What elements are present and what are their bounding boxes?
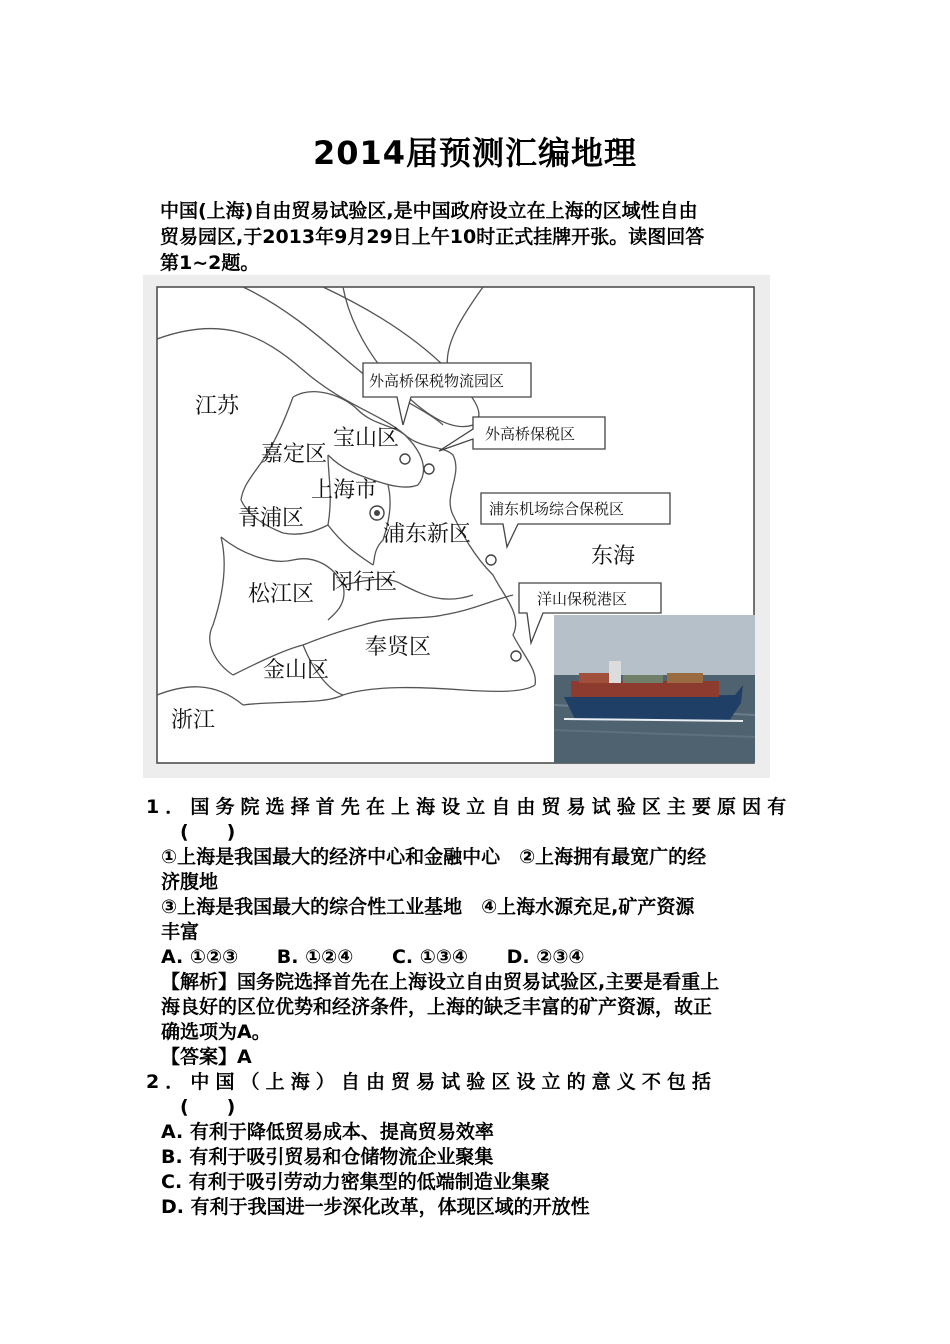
intro-line: 中国(上海)自由贸易试验区,是中国政府设立在上海的区域性自由 [160, 200, 698, 222]
container-ship-photo [554, 615, 755, 763]
q2-blank: ( ) [180, 1096, 236, 1118]
intro-line: 第1~2题。 [160, 252, 260, 274]
q1-blank: ( ) [180, 821, 236, 843]
q1-choice-c: C. ①③④ [391, 946, 469, 968]
q1-analysis: 确选项为A。 [161, 1021, 271, 1043]
label-east-sea: 东海 [591, 544, 636, 569]
label-songjiang: 松江区 [248, 582, 315, 607]
callout-text: 洋山保税港区 [537, 590, 628, 608]
questions-section [146, 795, 810, 1220]
label-baoshan: 宝山区 [333, 426, 400, 451]
q1-statement: ③上海是我国最大的综合性工业基地 ④上海水源充足,矿产资源 [161, 896, 695, 918]
label-jinshan: 金山区 [263, 658, 330, 683]
q2-stem: 2．中国（上海）自由贸易试验区设立的意义不包括 [146, 1071, 718, 1093]
q1-analysis: 海良好的区位优势和经济条件，上海的缺乏丰富的矿产资源，故正 [161, 996, 713, 1018]
q2-option-c: C. 有利于吸引劳动力密集型的低端制造业集聚 [161, 1171, 550, 1193]
q1-statement: 丰富 [161, 921, 200, 943]
shanghai-map-figure [143, 275, 770, 778]
page-title: 2014届预测汇编地理 [312, 134, 638, 172]
shanghai-city-dot [374, 510, 380, 516]
q1-analysis: 【解析】国务院选择首先在上海设立自由贸易试验区,主要是看重上 [161, 971, 720, 993]
label-minhang: 闵行区 [331, 570, 398, 595]
label-qingpu: 青浦区 [238, 506, 305, 531]
yangshan-marker [511, 651, 521, 661]
q1-statement: ①上海是我国最大的经济中心和金融中心 ②上海拥有最宽广的经 [161, 846, 707, 868]
q1-answer: 【答案】A [161, 1046, 252, 1068]
intro-paragraph [160, 198, 810, 276]
label-fengxian: 奉贤区 [365, 635, 432, 660]
q1-choice-b: B. ①②④ [276, 946, 354, 968]
q2-option-a: A. 有利于降低贸易成本、提高贸易效率 [161, 1121, 494, 1143]
intro-line: 贸易园区,于2013年9月29日上午10时正式挂牌开张。读图回答 [160, 226, 705, 248]
callout-text: 外高桥保税区 [485, 425, 576, 443]
waigaoqiao-marker-2 [424, 464, 434, 474]
q1-choices [146, 945, 810, 970]
q1-stem: 1．国务院选择首先在上海设立自由贸易试验区主要原因有 [146, 796, 793, 818]
q1-choice-d: D. ②③④ [506, 946, 585, 968]
label-pudong: 浦东新区 [383, 522, 472, 547]
shanghai-map [143, 275, 770, 778]
callout-text: 外高桥保税物流园区 [369, 372, 505, 390]
q2-option-d: D. 有利于我国进一步深化改革，体现区域的开放性 [161, 1196, 590, 1218]
pudong-airport-marker [486, 555, 496, 565]
q1-statement: 济腹地 [161, 871, 219, 893]
callout-text: 浦东机场综合保税区 [489, 500, 625, 518]
label-zhejiang: 浙江 [171, 708, 216, 733]
waigaoqiao-marker-1 [400, 454, 410, 464]
q2-option-b: B. 有利于吸引贸易和仓储物流企业聚集 [161, 1146, 494, 1168]
label-jiading: 嘉定区 [261, 442, 328, 467]
label-jiangsu: 江苏 [195, 394, 240, 419]
label-shanghai-city: 上海市 [311, 478, 378, 503]
q1-choice-a: A. ①②③ [161, 946, 239, 968]
